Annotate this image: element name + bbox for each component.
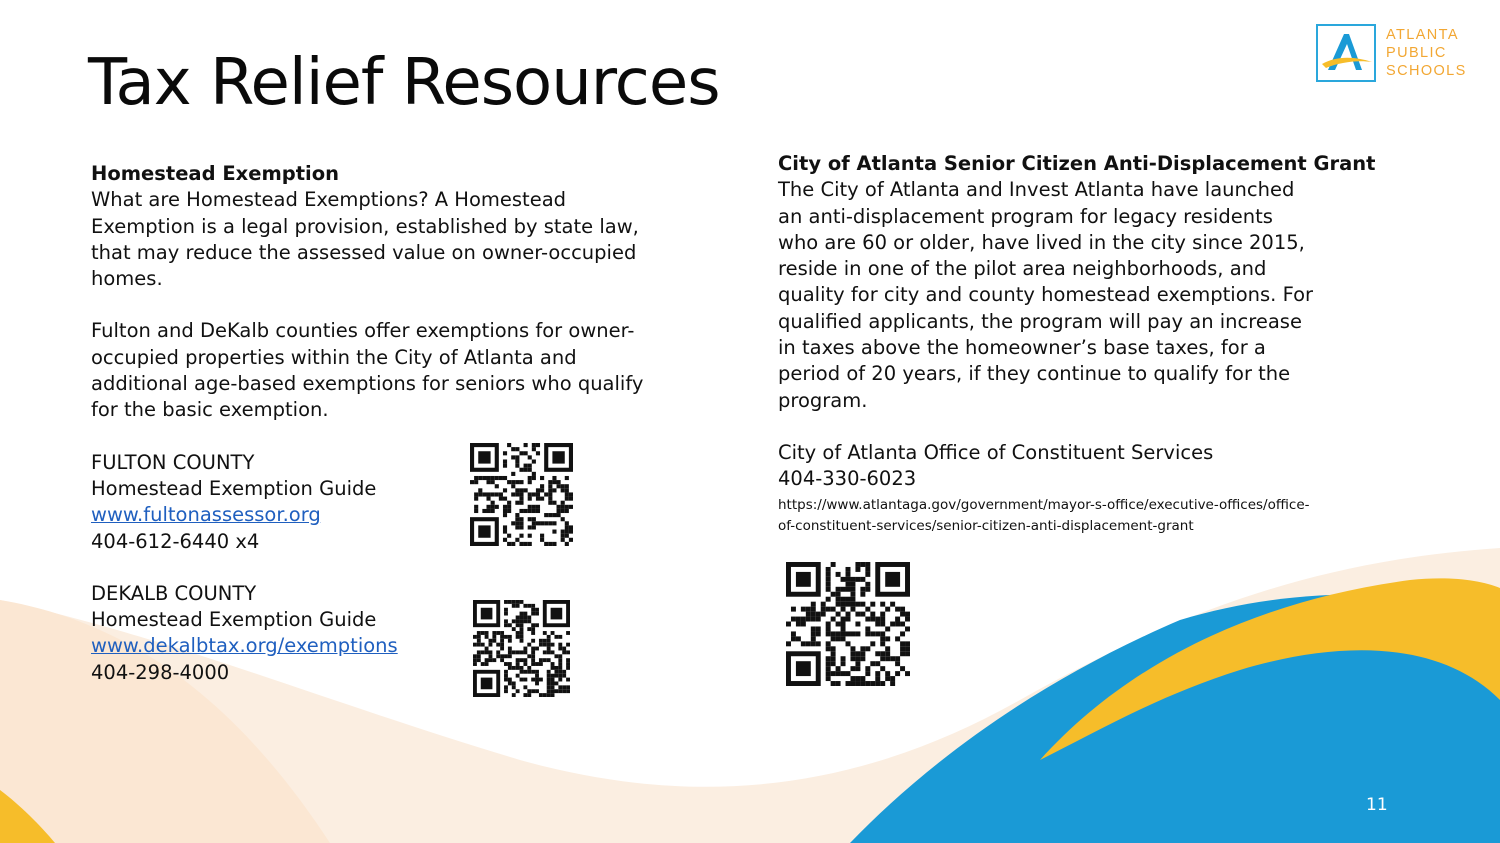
fulton-county-name: FULTON COUNTY	[91, 450, 255, 474]
grant-section	[778, 151, 1378, 537]
logo-mark	[1316, 24, 1376, 82]
fulton-guide-label: Homestead Exemption Guide	[91, 476, 377, 500]
page-number: 11	[1366, 795, 1388, 815]
logo-wordmark	[1386, 26, 1467, 80]
grant-heading: City of Atlanta Senior Citizen Anti-Displacement Grant	[778, 152, 1376, 175]
constituent-office-phone: 404-330-6023	[778, 467, 917, 491]
grant-line: reside in one of the pilot area neighborhoods, and	[778, 257, 1267, 281]
intro-line: Exemption is a legal provision, established by state law,	[91, 214, 639, 238]
grant-url-line: of-constituent-services/senior-citizen-anti-displacement-grant	[778, 517, 1194, 534]
homestead-intro	[91, 187, 711, 292]
grant-line: who are 60 or older, have lived in the city since 2015,	[778, 230, 1305, 254]
dekalb-county-block	[91, 581, 711, 686]
grant-url-line: https://www.atlantaga.gov/government/mayor-s-office/executive-offices/office-	[778, 496, 1310, 513]
grant-line: The City of Atlanta and Invest Atlanta have launched	[778, 178, 1295, 202]
homestead-heading: Homestead Exemption	[91, 162, 340, 185]
logo-line-3: SCHOOLS	[1386, 63, 1467, 79]
dekalb-guide-label: Homestead Exemption Guide	[91, 608, 377, 632]
grant-line: period of 20 years, if they continue to qualify for the	[778, 362, 1291, 386]
logo-line-1: ATLANTA	[1386, 27, 1459, 43]
counties-line: occupied properties within the City of Atlanta and	[91, 345, 577, 369]
dekalb-phone: 404-298-4000	[91, 660, 230, 684]
grant-body	[778, 177, 1378, 414]
grant-line: qualified applicants, the program will pay an increase	[778, 309, 1302, 333]
grant-line: an anti-displacement program for legacy residents	[778, 204, 1273, 228]
dekalb-exemptions-link[interactable]: www.dekalbtax.org/exemptions	[91, 634, 398, 658]
atlanta-public-schools-logo[interactable]	[1316, 24, 1476, 86]
counties-line: for the basic exemption.	[91, 398, 329, 422]
grant-line: program.	[778, 388, 868, 412]
atlanta-qr-code[interactable]	[786, 561, 910, 687]
grant-line: in taxes above the homeowner’s base taxes, for a	[778, 336, 1266, 360]
counties-line: Fulton and DeKalb counties offer exemptions for owner-	[91, 319, 635, 343]
counties-line: additional age-based exemptions for seniors who qualify	[91, 372, 644, 396]
intro-line: homes.	[91, 267, 163, 291]
grant-url[interactable]	[778, 495, 1378, 537]
grant-line: quality for city and county homestead exemptions. For	[778, 283, 1314, 307]
fulton-qr-code[interactable]	[470, 443, 573, 546]
fulton-assessor-link[interactable]: www.fultonassessor.org	[91, 503, 321, 527]
dekalb-county-name: DEKALB COUNTY	[91, 581, 257, 605]
homestead-section	[91, 161, 711, 686]
intro-line: What are Homestead Exemptions? A Homestead	[91, 188, 567, 212]
dekalb-qr-code[interactable]	[473, 600, 570, 697]
fulton-county-block	[91, 450, 711, 555]
constituent-office-name: City of Atlanta Office of Constituent Services	[778, 440, 1214, 464]
page-title: Tax Relief Resources	[88, 46, 720, 120]
fulton-phone: 404-612-6440 x4	[91, 529, 260, 553]
logo-line-2: PUBLIC	[1386, 45, 1447, 61]
intro-line: that may reduce the assessed value on owner-occupied	[91, 240, 637, 264]
homestead-counties	[91, 318, 711, 423]
